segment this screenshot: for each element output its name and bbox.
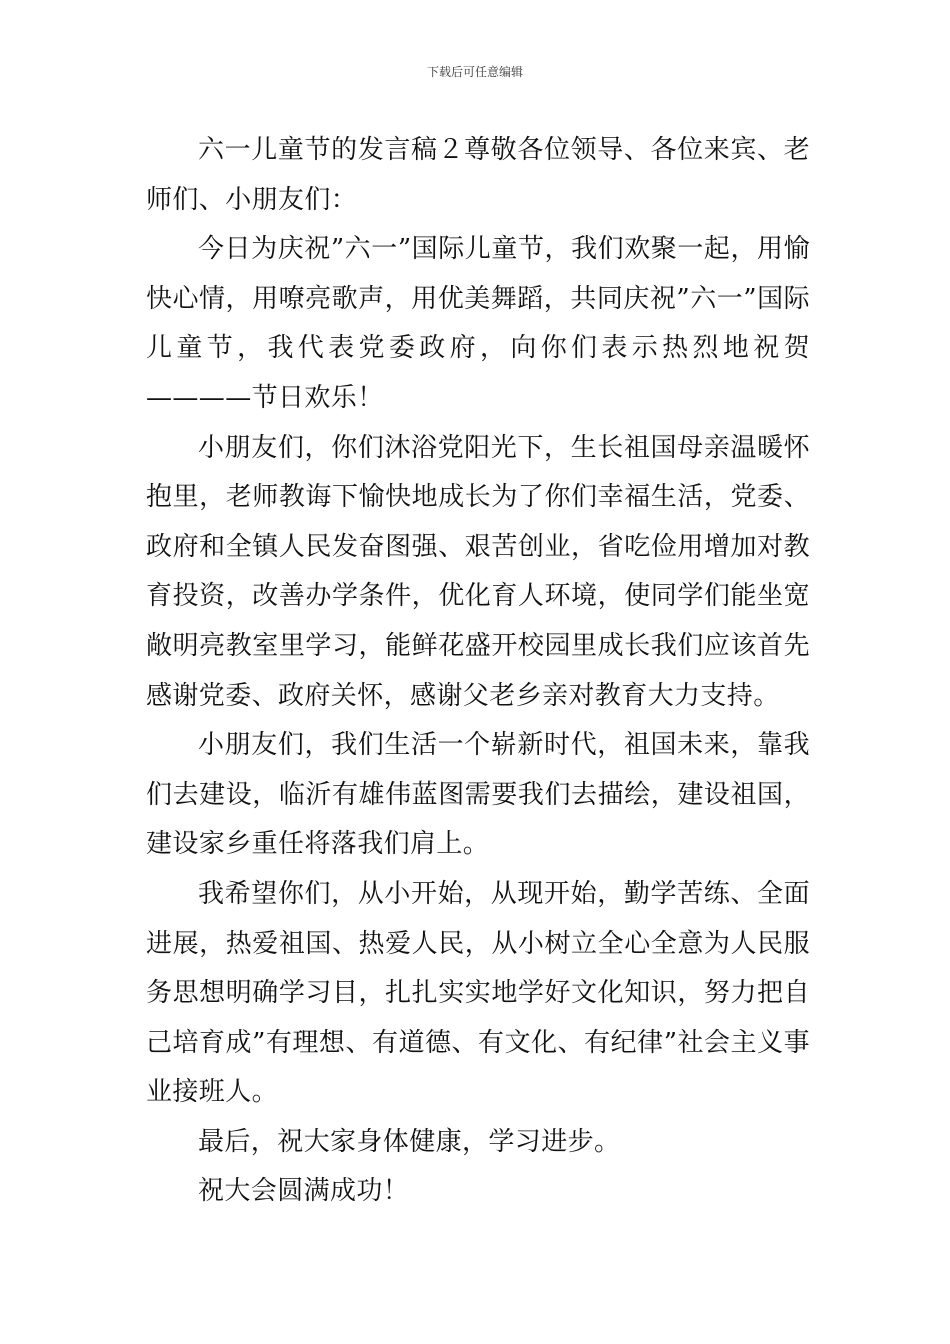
paragraph-celebration: 今日为庆祝”六一”国际儿童节，我们欢聚一起，用愉快心情，用嘹亮歌声，用优美舞蹈，共同庆祝”六一”国际儿童节，我代表党委政府，向你们表示热烈地祝贺————节日欢乐！ [146, 234, 810, 413]
paragraph-hope: 我希望你们，从小开始，从现开始，勤学苦练、全面进展，热爱祖国、热爱人民，从小树立全心全意为人民服务思想明确学习目，扎扎实实地学好文化知识，努力把自己培育成”有理想、有道德、有文化、有纪律”社会主义事业接班人。 [146, 878, 810, 1108]
header-note: 下载后可任意编辑 [426, 65, 523, 79]
document-body [146, 126, 810, 1217]
paragraph-gratitude: 小朋友们，你们沐浴党阳光下，生长祖国母亲温暖怀抱里，老师教诲下愉快地成长为了你们幸福生活，党委、政府和全镇人民发奋图强、艰苦创业，省吃俭用增加对教育投资，改善办学条件，优化育人环境，使同学们能坐宽敞明亮教室里学习，能鲜花盛开校园里成长我们应该首先感谢党委、政府关怀，感谢父老乡亲对教育大力支持。 [146, 432, 810, 711]
paragraph-opening: 六一儿童节的发言稿２尊敬各位领导、各位来宾、老师们、小朋友们： [146, 135, 810, 215]
paragraph-wishes: 最后，祝大家身体健康，学习进步。 [198, 1126, 621, 1157]
paragraph-closing: 祝大会圆满成功！ [198, 1176, 410, 1207]
paragraph-future: 小朋友们，我们生活一个崭新时代，祖国未来，靠我们去建设，临沂有雄伟蓝图需要我们去描绘，建设祖国，建设家乡重任将落我们肩上。 [146, 730, 810, 860]
